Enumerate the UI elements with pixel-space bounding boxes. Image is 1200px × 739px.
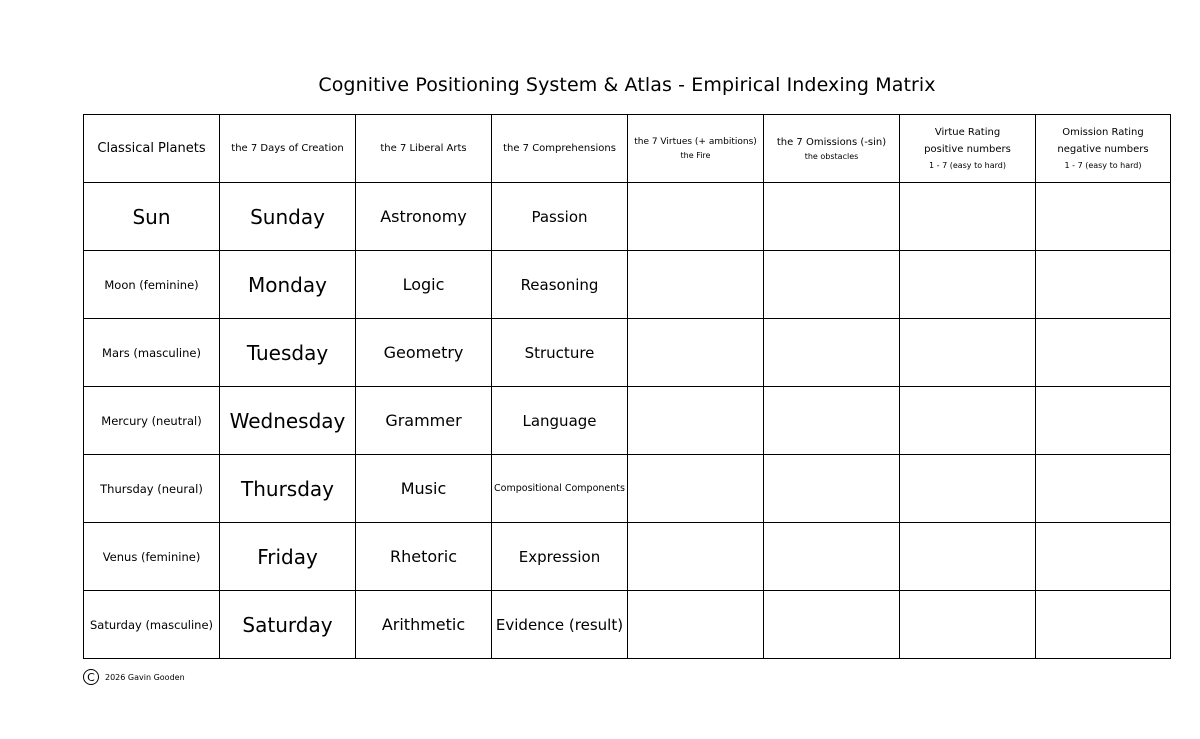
omission-cell [764,591,900,659]
virtue-cell [628,319,764,387]
liberal-art-cell: Logic [356,251,492,319]
liberal-art-cell: Grammer [356,387,492,455]
comprehension-cell: Language [492,387,628,455]
planet-cell: Moon (feminine) [84,251,220,319]
omission-rating-cell [1036,183,1171,251]
header-virtues-line1: the 7 Virtues (+ ambitions) [634,137,757,147]
planet-cell: Mercury (neutral) [84,387,220,455]
comprehension-cell: Reasoning [492,251,628,319]
omission-cell [764,251,900,319]
planet-cell: Sun [84,183,220,251]
copyright-icon: C [83,669,99,685]
header-omissions [764,115,900,183]
omission-cell [764,183,900,251]
header-omissions-line1: the 7 Omissions (-sin) [776,136,887,148]
header-arts: the 7 Liberal Arts [356,115,492,183]
omission-rating-cell [1036,523,1171,591]
day-cell: Tuesday [220,319,356,387]
virtue-rating-cell [900,183,1036,251]
header-comprehensions: the 7 Comprehensions [492,115,628,183]
day-cell: Friday [220,523,356,591]
liberal-art-cell: Geometry [356,319,492,387]
indexing-matrix-table [83,114,1171,659]
planet-cell: Venus (feminine) [84,523,220,591]
omission-cell [764,523,900,591]
table-row [84,183,1171,251]
virtue-cell [628,455,764,523]
day-cell: Thursday [220,455,356,523]
table-row [84,387,1171,455]
day-cell: Sunday [220,183,356,251]
omission-rating-cell [1036,251,1171,319]
header-omission-rating-line1: Omission Rating [1062,127,1144,138]
planet-cell: Thursday (neural) [84,455,220,523]
day-cell: Saturday [220,591,356,659]
header-days: the 7 Days of Creation [220,115,356,183]
virtue-cell [628,591,764,659]
footer [83,669,185,685]
header-omission-rating-line2: negative numbers [1057,144,1149,155]
header-virtue-rating-line2: positive numbers [924,144,1011,155]
virtue-rating-cell [900,523,1036,591]
table-row [84,455,1171,523]
copyright-text: 2026 Gavin Gooden [105,672,185,682]
header-virtues [628,115,764,183]
table-row [84,591,1171,659]
virtue-rating-cell [900,591,1036,659]
omission-cell [764,387,900,455]
comprehension-cell: Evidence (result) [492,591,628,659]
planet-cell: Saturday (masculine) [84,591,220,659]
omission-cell [764,455,900,523]
liberal-art-cell: Astronomy [356,183,492,251]
virtue-cell [628,523,764,591]
header-virtue-rating [900,115,1036,183]
virtue-rating-cell [900,387,1036,455]
day-cell: Wednesday [220,387,356,455]
virtue-rating-cell [900,319,1036,387]
header-virtues-line2: the Fire [680,151,711,160]
liberal-art-cell: Music [356,455,492,523]
virtue-cell [628,183,764,251]
table-row [84,319,1171,387]
comprehension-cell: Compositional Components [492,455,628,523]
comprehension-cell: Passion [492,183,628,251]
header-omission-rating-line3: 1 - 7 (easy to hard) [1064,161,1142,170]
virtue-cell [628,251,764,319]
virtue-rating-cell [900,251,1036,319]
header-virtue-rating-line1: Virtue Rating [934,127,1001,138]
omission-rating-cell [1036,591,1171,659]
omission-rating-cell [1036,319,1171,387]
day-cell: Monday [220,251,356,319]
omission-cell [764,319,900,387]
header-omissions-line2: the obstacles [804,151,859,161]
table-row [84,251,1171,319]
omission-rating-cell [1036,455,1171,523]
planet-cell: Mars (masculine) [84,319,220,387]
header-row [84,115,1171,183]
header-omission-rating [1036,115,1171,183]
liberal-art-cell: Rhetoric [356,523,492,591]
liberal-art-cell: Arithmetic [356,591,492,659]
comprehension-cell: Structure [492,319,628,387]
page-title: Cognitive Positioning System & Atlas - Empirical Indexing Matrix [318,74,936,96]
table-row [84,523,1171,591]
header-virtue-rating-line3: 1 - 7 (easy to hard) [929,161,1006,170]
virtue-rating-cell [900,455,1036,523]
virtue-cell [628,387,764,455]
header-planets: Classical Planets [84,115,220,183]
comprehension-cell: Expression [492,523,628,591]
omission-rating-cell [1036,387,1171,455]
